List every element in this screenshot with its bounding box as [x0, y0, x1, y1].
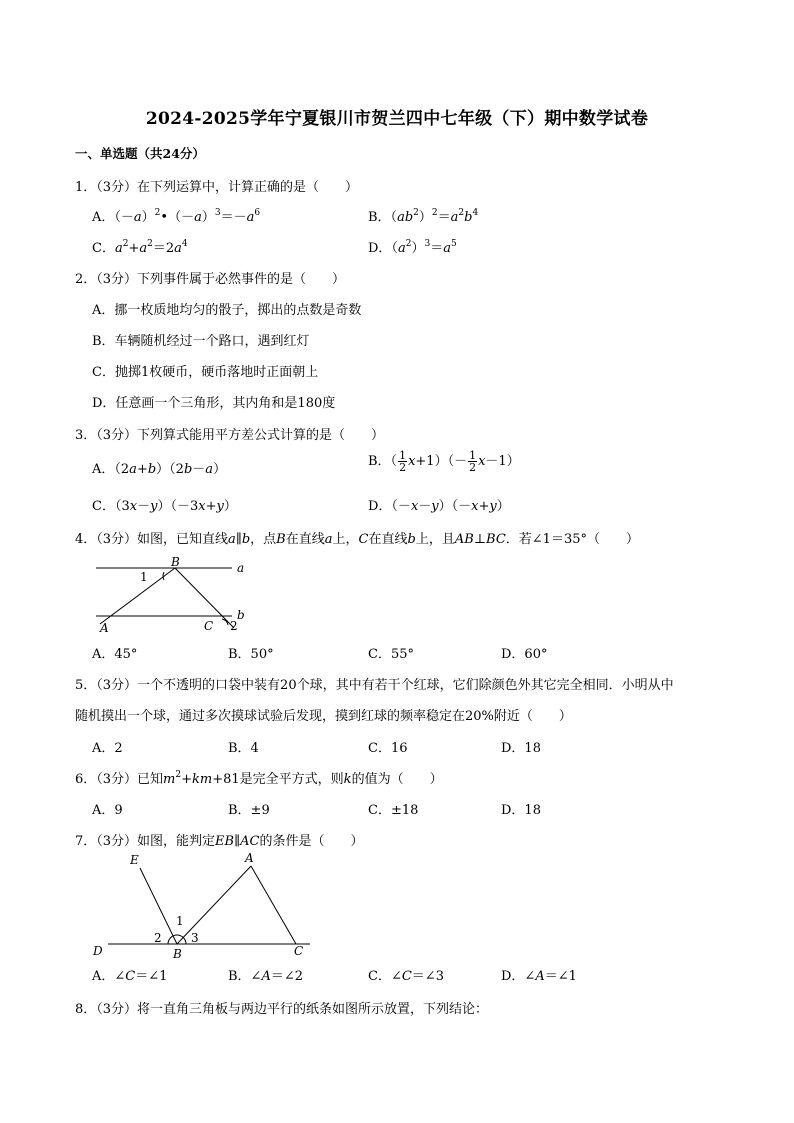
q3-option-c: C．（3x－y）（－3x+y） [92, 499, 237, 514]
label-angle-2: 2 [154, 931, 162, 945]
segment-ac [251, 866, 296, 944]
question-2-stem: 2．（3分）下列事件属于必然事件的是（ ） [75, 272, 346, 287]
section-heading: 一、单选题（共24分） [75, 146, 205, 161]
question-1-stem: 1．（3分）在下列运算中，计算正确的是（ ） [75, 180, 359, 195]
q1-option-d: D．$(a^2)^3=a^5$ [368, 239, 457, 256]
q1-option-a: A．$(-a)^2•(-a)^3=-a^6$ [92, 208, 261, 225]
q5-option-c: C．16 [368, 741, 408, 756]
q4-option-c: C．55° [368, 647, 414, 662]
q2-option-c: C．抛掷1枚硬币，硬币落地时正面朝上 [92, 365, 319, 380]
q5-option-d: D．18 [501, 741, 541, 756]
q4-option-a: A．45° [92, 647, 138, 662]
question-5-stem-line1: 5．（3分）一个不透明的口袋中装有20个球，其中有若干个红球，它们除颜色外其它完全相同．小明从中 [75, 678, 674, 693]
label-angle-1: 1 [140, 570, 148, 584]
segment-ba [177, 866, 251, 944]
label-d: D [93, 944, 103, 958]
question-6-stem: 6．（3分）已知$m^2+km+81$是完全平方式，则k的值为（ ） [75, 770, 443, 787]
label-angle-3: 3 [191, 931, 199, 945]
q7-option-b: B．∠A＝∠2 [228, 969, 304, 984]
q7-option-d: D．∠A＝∠1 [501, 969, 577, 984]
q6-option-b: B．±9 [228, 803, 270, 818]
q6-option-c: C．±18 [368, 803, 419, 818]
q4-option-b: B．50° [228, 647, 274, 662]
label-a: A [245, 851, 254, 865]
q2-option-b: B．车辆随机经过一个路口，遇到红灯 [92, 334, 310, 349]
question-7-stem: 7．（3分）如图，能判定EB∥AC的条件是（ ） [75, 834, 364, 849]
q3-option-d: D．（－x－y）（－x+y） [368, 499, 510, 514]
angle-arcs [168, 935, 186, 944]
q7-option-c: C．∠C＝∠3 [368, 969, 444, 984]
label-b: B [173, 947, 182, 961]
q3-option-b: B．（ $\frac{1}{2}$ x+1）（－ $\frac{1}{2}$ x－1） [368, 449, 520, 474]
q1-option-b: B．$(ab^2)^2=a^2b^4$ [368, 208, 479, 225]
question-4-stem: 4．（3分）如图，已知直线a∥b，点B在直线a上，C在直线b上，且AB⊥BC．若∠1＝35°（ ） [75, 532, 639, 547]
q7-option-a: A．∠C＝∠1 [92, 969, 168, 984]
label-angle-1: 1 [176, 914, 184, 928]
q4-option-d: D．60° [501, 647, 548, 662]
question-8-stem: 8．（3分）将一直角三角板与两边平行的纸条如图所示放置，下列结论： [75, 1002, 489, 1017]
label-c: C [294, 944, 304, 958]
page-title: 2024-2025学年宁夏银川市贺兰四中七年级（下）期中数学试卷 [145, 109, 649, 129]
label-b: B [171, 555, 180, 569]
label-angle-2: 2 [230, 619, 238, 633]
q5-option-a: A．2 [92, 741, 123, 756]
label-c: C [204, 619, 214, 633]
q2-option-a: A．挪一枚质地均匀的骰子，掷出的点数是奇数 [92, 303, 362, 318]
q3-option-a: A．（2a+b）（2b－a） [92, 462, 227, 477]
label-a-point: A [100, 621, 109, 635]
label-e: E [130, 853, 139, 867]
q6-option-a: A．9 [92, 803, 123, 818]
q2-option-d: D．任意画一个三角形，其内角和是180度 [92, 396, 336, 411]
q5-option-b: B．4 [228, 741, 259, 756]
question-3-stem: 3．（3分）下列算式能用平方差公式计算的是（ ） [75, 428, 385, 443]
question-5-stem-line2: 随机摸出一个球，通过多次摸球试验后发现，摸到红球的频率稳定在20%附近（ ） [75, 709, 572, 724]
q6-option-d: D．18 [501, 803, 541, 818]
label-a: a [237, 561, 245, 575]
q1-option-c: C．$a^2+a^2=2a^4$ [92, 239, 188, 256]
label-b-line: b [237, 608, 245, 622]
